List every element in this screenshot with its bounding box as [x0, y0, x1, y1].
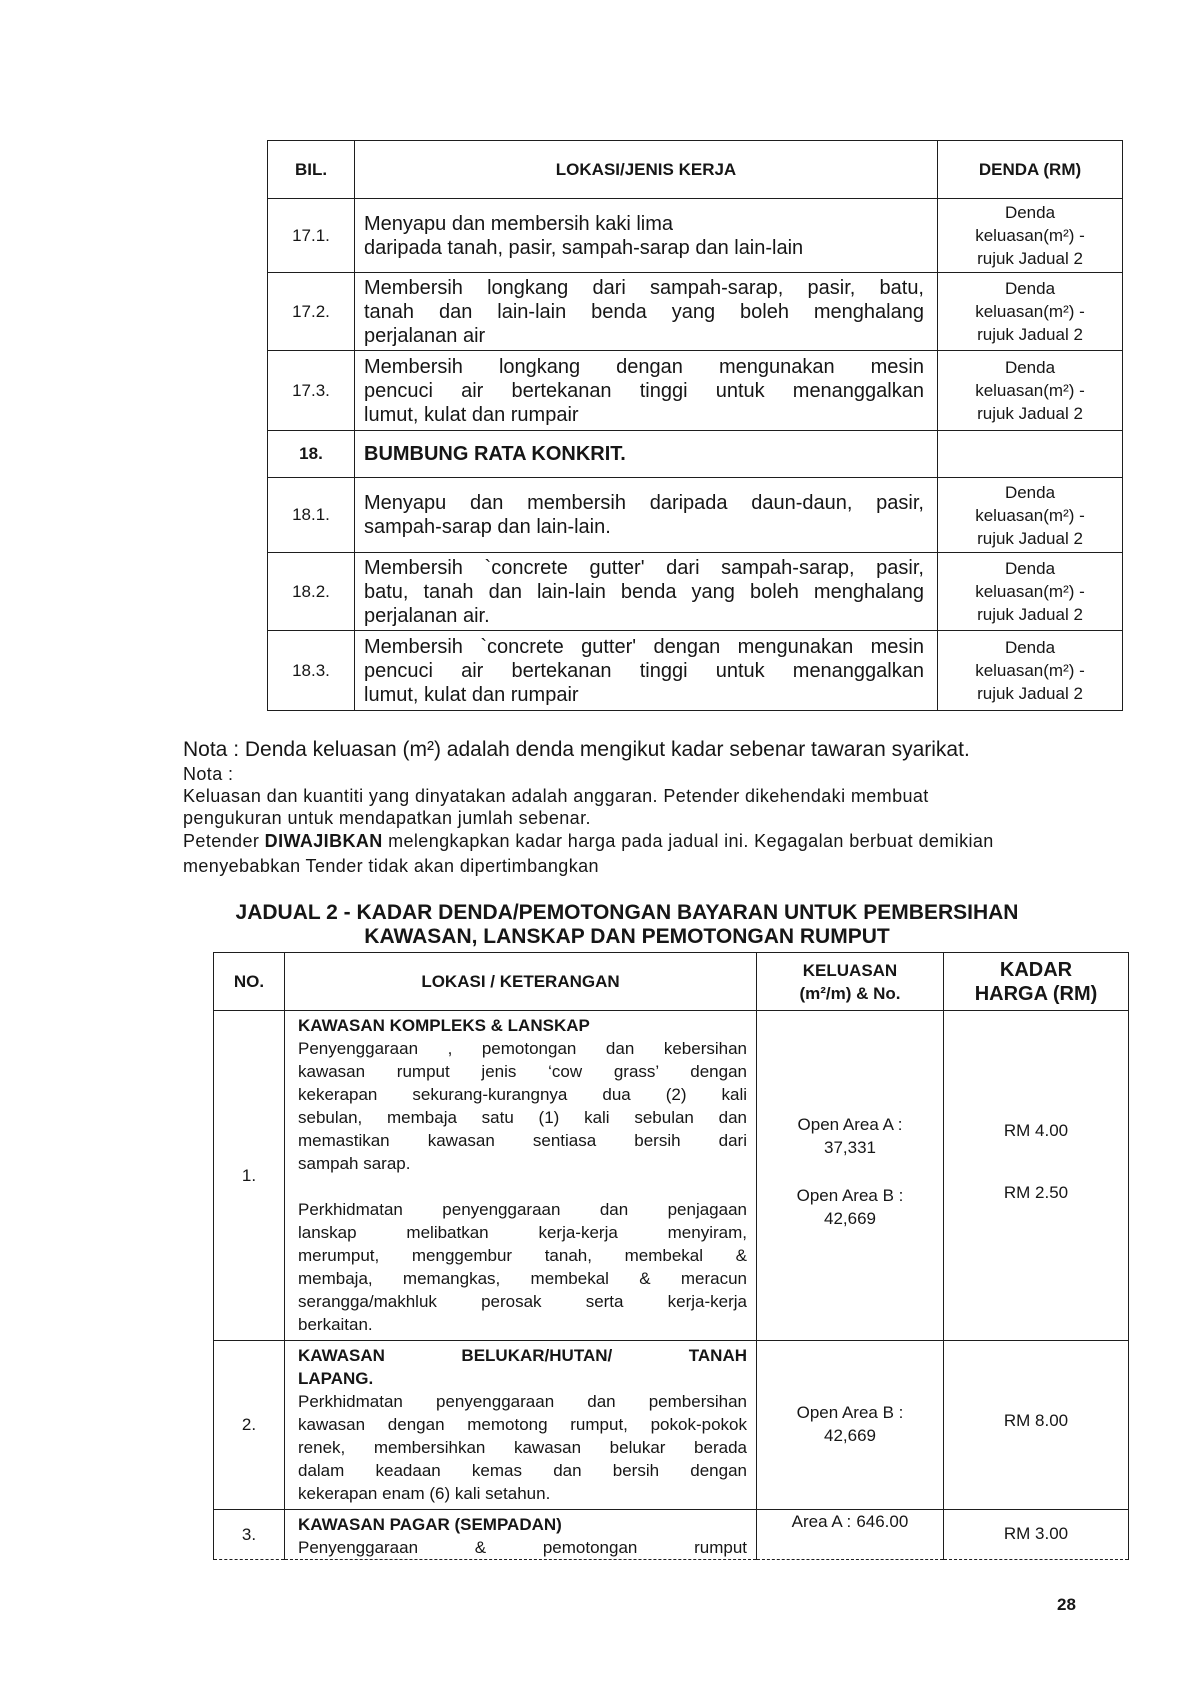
keluasan-area	[757, 1510, 943, 1554]
denda-cell	[938, 553, 1123, 631]
column-header-line: KADAR	[999, 958, 1073, 981]
nota-requirement	[183, 830, 994, 852]
table-row	[268, 273, 1123, 351]
row-description	[355, 351, 938, 431]
description-line: sampah-sarap dan lain-lain.	[364, 516, 611, 538]
area-value: 42,669	[824, 1209, 876, 1228]
rate-value: RM 3.00	[1003, 1524, 1069, 1543]
description-line: pencuci air bertekanan tinggi untuk menanggalkan	[364, 659, 924, 682]
paragraph	[298, 1536, 747, 1559]
table-body	[268, 199, 1123, 711]
kadar-area	[944, 1510, 1128, 1554]
row-number: 18.1.	[268, 478, 355, 553]
description-line: kekerapan enam (6) kali setahun.	[298, 1484, 551, 1503]
row-description	[355, 273, 938, 351]
row-number: 3.	[214, 1510, 285, 1560]
denda-line: Denda	[1004, 358, 1056, 377]
area-entry	[757, 1401, 943, 1447]
nota-main: Nota : Denda keluasan (m²) adalah denda mengikut kadar sebenar tawaran syarikat.	[183, 738, 970, 761]
column-header-line: KELUASAN	[802, 960, 898, 980]
keluasan-cell	[757, 1510, 944, 1560]
paragraph	[298, 1037, 747, 1175]
rate-value: RM 8.00	[1003, 1411, 1069, 1430]
table-row	[268, 478, 1123, 553]
table-header-row	[268, 141, 1123, 199]
row-number: 18.2.	[268, 553, 355, 631]
denda-line: Denda	[1004, 559, 1056, 578]
heading-line: KAWASAN PAGAR (SEMPADAN)	[298, 1515, 562, 1534]
row-number: 1.	[214, 1011, 285, 1341]
column-header-denda: DENDA (RM)	[938, 141, 1123, 199]
row-description	[285, 1011, 757, 1341]
section-heading	[298, 1513, 747, 1536]
column-header-line: (m²/m) & No.	[799, 983, 901, 1003]
row-number: 18.3.	[268, 631, 355, 711]
area-value: 42,669	[824, 1426, 876, 1445]
description-line: perjalanan air.	[364, 604, 490, 627]
table-row	[214, 1341, 1129, 1510]
row-description	[355, 199, 938, 273]
description-line: sebulan, membaja satu (1) kali sebulan dan	[298, 1108, 747, 1127]
area-value: 37,331	[824, 1138, 876, 1157]
description-line: Perkhidmatan penyenggaraan dan pembersihan	[298, 1392, 747, 1411]
description-line: Perkhidmatan penyenggaraan dan penjagaan	[298, 1200, 747, 1219]
description-line: sampah sarap.	[298, 1154, 411, 1173]
description-line: membaja, memangkas, membekal & meracun	[298, 1269, 747, 1288]
denda-cell	[938, 631, 1123, 711]
description-line: Membersih `concrete gutter' dengan mengunakan mesin	[364, 635, 924, 658]
description-line: Penyenggaraan & pemotongan rumput	[298, 1538, 747, 1557]
column-header-lokasi: LOKASI / KETERANGAN	[285, 953, 757, 1011]
heading-line: LAPANG.	[298, 1369, 374, 1388]
table-row	[268, 351, 1123, 431]
denda-line: keluasan(m²) -	[975, 226, 1085, 245]
kadar-cell	[944, 1011, 1129, 1341]
denda-line: rujuk Jadual 2	[977, 249, 1083, 268]
denda-cell	[938, 431, 1123, 478]
heading-line: KAWASAN BELUKAR/HUTAN/ TANAH	[298, 1346, 747, 1365]
description-line: lanskap melibatkan kerja-kerja menyiram,	[298, 1223, 747, 1242]
area-label: Open Area B :	[796, 1186, 904, 1205]
description-line: serangga/makhluk perosak serta kerja-kerja	[298, 1292, 747, 1311]
keluasan-cell	[757, 1341, 944, 1510]
description-line: tanah dan lain-lain benda yang boleh menghalang	[364, 300, 924, 323]
denda-cell	[938, 478, 1123, 553]
row-description	[355, 431, 938, 478]
nota-label: Nota :	[183, 764, 234, 784]
denda-line: Denda	[1004, 203, 1056, 222]
denda-line: Denda	[1004, 638, 1056, 657]
description-line: kekerapan sekurang-kurangnya dua (2) kali	[298, 1085, 747, 1104]
area-entry	[757, 1510, 943, 1533]
area-entry	[757, 1113, 943, 1159]
area-value: 646.00	[856, 1512, 909, 1531]
denda-line: Denda	[1004, 279, 1056, 298]
column-header-keluasan	[757, 953, 944, 1011]
denda-line: rujuk Jadual 2	[977, 605, 1083, 624]
description-line: lumut, kulat dan rumpair	[364, 683, 579, 706]
denda-cell	[938, 273, 1123, 351]
table-row	[268, 199, 1123, 273]
nota-requirement-prefix: Petender	[183, 831, 260, 851]
denda-line: rujuk Jadual 2	[977, 404, 1083, 423]
row-number: 18.	[268, 431, 355, 478]
table-row	[268, 553, 1123, 631]
description-line: batu, tanah dan lain-lain benda yang boleh menghalang	[364, 580, 924, 603]
description-line: pencuci air bertekanan tinggi untuk menanggalkan	[364, 379, 924, 402]
nota-line: pengukuran untuk mendapatkan jumlah sebenar.	[183, 808, 591, 828]
description-line: kawasan rumput jenis ‘cow grass’ dengan	[298, 1062, 747, 1081]
jadual-2-title-line: KAWASAN, LANSKAP DAN PEMOTONGAN RUMPUT	[364, 925, 890, 948]
denda-table	[267, 140, 1123, 711]
description-line: kawasan dengan memotong rumput, pokok-pokok	[298, 1415, 747, 1434]
paragraph	[298, 1390, 747, 1505]
description-line: Membersih `concrete gutter' dari sampah-sarap, pasir,	[364, 556, 924, 579]
table-row	[214, 1011, 1129, 1341]
description-line: berkaitan.	[298, 1315, 373, 1334]
row-description	[355, 553, 938, 631]
kadar-area	[944, 1341, 1128, 1508]
description-line: dalam keadaan kemas dan bersih dengan	[298, 1461, 747, 1480]
denda-line: rujuk Jadual 2	[977, 684, 1083, 703]
nota-requirement-emphasis: DIWAJIBKAN	[264, 831, 383, 851]
denda-line: keluasan(m²) -	[975, 661, 1085, 680]
keluasan-area	[757, 1341, 943, 1508]
table-row	[268, 631, 1123, 711]
denda-line: rujuk Jadual 2	[977, 325, 1083, 344]
row-number: 2.	[214, 1341, 285, 1510]
row-description	[355, 478, 938, 553]
description-line: lumut, kulat dan rumpair	[364, 403, 579, 426]
denda-line: keluasan(m²) -	[975, 381, 1085, 400]
section-heading	[298, 1344, 747, 1390]
section-heading	[298, 1014, 747, 1037]
description-line: Membersih longkang dari sampah-sarap, pasir, batu,	[364, 276, 924, 299]
description-line: Membersih longkang dengan mengunakan mesin	[364, 355, 924, 378]
row-description	[355, 631, 938, 711]
column-header-bil: BIL.	[268, 141, 355, 199]
denda-line: rujuk Jadual 2	[977, 528, 1083, 548]
section-title: BUMBUNG RATA KONKRIT.	[364, 443, 626, 465]
jadual-2-title-line: JADUAL 2 - KADAR DENDA/PEMOTONGAN BAYARAN UNTUK PEMBERSIHAN	[235, 901, 1019, 924]
column-header-kadar	[944, 953, 1129, 1011]
denda-line: keluasan(m²) -	[975, 505, 1085, 525]
description-line: Penyenggaraan , pemotongan dan kebersihan	[298, 1039, 747, 1058]
keluasan-area	[757, 1011, 943, 1339]
nota-line: menyebabkan Tender tidak akan dipertimbangkan	[183, 856, 599, 876]
column-header-line: HARGA (RM)	[974, 982, 1098, 1005]
heading-line: KAWASAN KOMPLEKS & LANSKAP	[298, 1016, 590, 1035]
row-description	[285, 1510, 757, 1560]
kadar-area	[944, 1011, 1128, 1339]
rate-value: RM 2.50	[1003, 1183, 1069, 1202]
area-label: Open Area A :	[797, 1115, 903, 1134]
table-row	[268, 431, 1123, 478]
description-line: Menyapu dan membersih kaki lima	[364, 212, 674, 235]
area-label: Area A :	[791, 1512, 852, 1531]
area-entry	[757, 1184, 943, 1230]
jadual-2-title	[187, 901, 1067, 949]
table-row	[214, 1510, 1129, 1560]
keluasan-cell	[757, 1011, 944, 1341]
row-description	[285, 1341, 757, 1510]
table-body	[214, 1011, 1129, 1560]
description-line: daripada tanah, pasir, sampah-sarap dan lain-lain	[364, 236, 804, 259]
jadual-2-table	[213, 952, 1129, 1560]
row-number: 17.1.	[268, 199, 355, 273]
denda-line: Denda	[1004, 482, 1056, 502]
denda-line: keluasan(m²) -	[975, 582, 1085, 601]
table-header-row	[214, 953, 1129, 1011]
description-line: merumput, menggembur tanah, membekal &	[298, 1246, 747, 1265]
description-line: memastikan kawasan sentiasa bersih dari	[298, 1131, 747, 1150]
nota-requirement-rest: melengkapkan kadar harga pada jadual ini. Kegagalan berbuat demikian	[388, 831, 994, 851]
denda-cell	[938, 199, 1123, 273]
denda-line: keluasan(m²) -	[975, 302, 1085, 321]
row-number: 17.3.	[268, 351, 355, 431]
column-header-no: NO.	[214, 953, 285, 1011]
area-label: Open Area B :	[796, 1403, 904, 1422]
kadar-cell	[944, 1510, 1129, 1560]
row-number: 17.2.	[268, 273, 355, 351]
nota-line: Keluasan dan kuantiti yang dinyatakan adalah anggaran. Petender dikehendaki membuat	[183, 786, 929, 806]
page-number: 28	[1057, 1595, 1076, 1614]
description-line: renek, membersihkan kawasan belukar berada	[298, 1438, 747, 1457]
description-line: perjalanan air	[364, 324, 486, 347]
description-line: Menyapu dan membersih daripada daun-daun, pasir,	[364, 492, 924, 514]
column-header-lokasi: LOKASI/JENIS KERJA	[355, 141, 938, 199]
rate-value: RM 4.00	[1003, 1121, 1069, 1140]
denda-cell	[938, 351, 1123, 431]
kadar-cell	[944, 1341, 1129, 1510]
paragraph	[298, 1198, 747, 1336]
